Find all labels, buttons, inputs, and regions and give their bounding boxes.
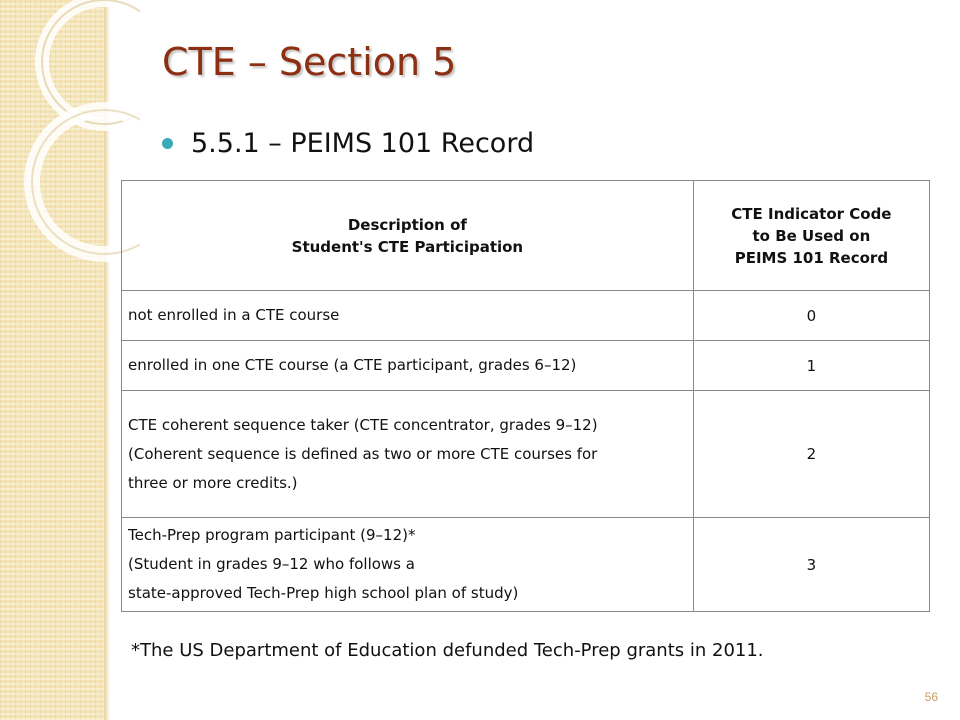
header-indicator-code: CTE Indicator Code to Be Used on PEIMS 101 Record: [693, 181, 929, 291]
row-code: 0: [693, 291, 929, 341]
bullet-dot-icon: [162, 138, 173, 149]
table-row: [122, 291, 930, 341]
row-description: CTE coherent sequence taker (CTE concentrator, grades 9–12) (Coherent sequence is defined as two or more CTE courses for three or more credits.): [122, 391, 694, 518]
row-code: 1: [693, 341, 929, 391]
header-description: Description of Student's CTE Participation: [122, 181, 694, 291]
page-number: 56: [924, 690, 938, 704]
table-row: [122, 341, 930, 391]
row-description: not enrolled in a CTE course: [122, 291, 694, 341]
table-header-row: [122, 181, 930, 291]
cte-indicator-table: [121, 180, 930, 612]
row-description: Tech-Prep program participant (9–12)* (Student in grades 9–12 who follows a state-approved Tech-Prep high school plan of study): [122, 518, 694, 612]
bullet-text: 5.5.1 – PEIMS 101 Record: [191, 128, 535, 159]
table-row: [122, 391, 930, 518]
table-row: [122, 518, 930, 612]
decorative-rings: [0, 0, 140, 320]
row-code: 3: [693, 518, 929, 612]
page-title: CTE – Section 5: [162, 40, 457, 84]
bullet-item: [162, 128, 534, 159]
row-description: enrolled in one CTE course (a CTE participant, grades 6–12): [122, 341, 694, 391]
row-code: 2: [693, 391, 929, 518]
footnote: *The US Department of Education defunded Tech-Prep grants in 2011.: [131, 640, 764, 661]
